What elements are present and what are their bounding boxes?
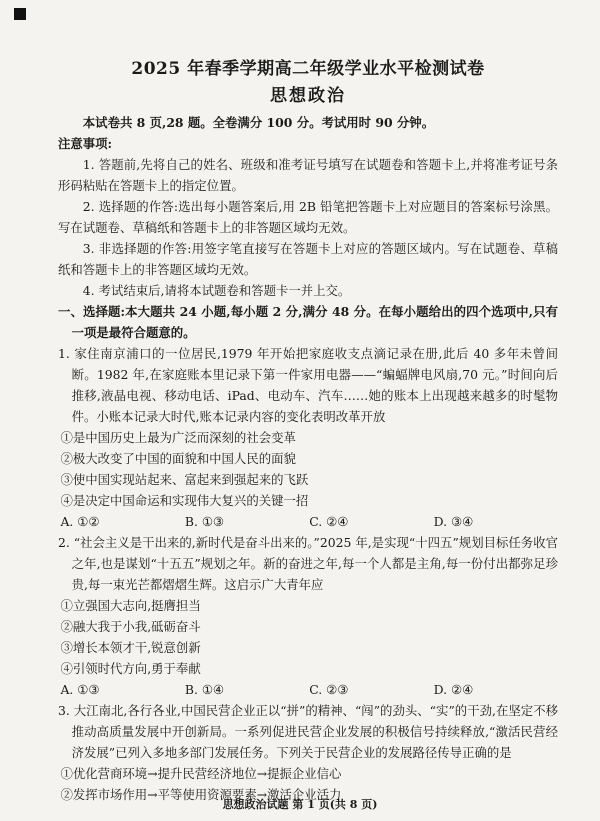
exam-subject: 思想政治 [270, 86, 346, 106]
answer-choices [58, 679, 558, 700]
exam-page [58, 54, 558, 805]
note-item: 3. 非选择题的作答:用签字笔直接写在答题卡上对应的答题区域内。写在试题卷、草稿纸和答题卡上的非答题区域均无效。 [58, 241, 558, 277]
question-stem: 3. 大江南北,各行各业,中国民营企业正以“拼”的精神、“闯”的劲头、“实”的干劲,在坚定不移推动高质量发展中开创新局。一系列促进民营企业发展的积极信号持续释放,“激活民营经济发展”已列入多地多部门发展任务。下列关于民营企业的发展路径传导正确的是 [58, 703, 558, 760]
question-stem: 1. 家住南京浦口的一位居民,1979 年开始把家庭收支点滴记录在册,此后 40 多年未曾间断。1982 年,在家庭账本里记录下第一件家用电器——“蝙蝠牌电风扇,70 元。”时间向后推移,液晶电视、移动电话、iPad、电动车、汽车……她的账本上出现越来越多的时髦物件。小账本记录大时代,账本记录内容的变化表明改革开放 [58, 346, 558, 424]
question-option: ④引领时代方向,勇于奉献 [60, 661, 201, 676]
question-option: ③使中国实现站起来、富起来到强起来的飞跃 [60, 472, 309, 487]
choice-c: C. ②③ [309, 682, 349, 697]
question-option: ①是中国历史上最为广泛而深刻的社会变革 [60, 430, 296, 445]
note-item: 4. 考试结束后,请将本试题卷和答题卡一并上交。 [82, 283, 351, 298]
choice-d: D. ②④ [433, 682, 474, 697]
corner-registration-mark [14, 8, 26, 20]
section-heading: 一、选择题:本大题共 24 小题,每小题 2 分,满分 48 分。在每小题给出的四个选项中,只有一项是最符合题意的。 [58, 304, 558, 340]
question-1 [58, 343, 558, 532]
note-item: 1. 答题前,先将自己的姓名、班级和准考证号填写在试题卷和答题卡上,并将准考证号条形码粘贴在答题卡上的指定位置。 [58, 157, 558, 193]
question-option: ④是决定中国命运和实现伟大复兴的关键一招 [60, 493, 309, 508]
answer-choices [58, 511, 558, 532]
choice-d: D. ③④ [433, 514, 474, 529]
question-stem: 2. “社会主义是干出来的,新时代是奋斗出来的。”2025 年,是实现“十四五”规划目标任务收官之年,也是谋划“十五五”规划之年。新的奋进之年,每一个人都是主角,每一份付出都弥足珍贵,每一束光芒都熠熠生辉。这启示广大青年应 [58, 535, 558, 592]
exam-title: 2025 年春季学期高二年级学业水平检测试卷 [131, 59, 485, 79]
question-3 [58, 700, 558, 805]
question-option: ②融大我于小我,砥砺奋斗 [60, 619, 201, 634]
choice-a: A. ①② [60, 514, 100, 529]
note-item: 2. 选择题的作答:选出每小题答案后,用 2B 铅笔把答题卡上对应题目的答案标号涂黑。写在试题卷、草稿纸和答题卡上的非答题区域均无效。 [58, 199, 558, 235]
exam-info: 本试卷共 8 页,28 题。全卷满分 100 分。考试用时 90 分钟。 [82, 115, 435, 130]
choice-a: A. ①③ [60, 682, 100, 697]
page-footer: 思想政治试题 第 1 页(共 8 页) [222, 798, 378, 811]
question-option: ③增长本领才干,锐意创新 [60, 640, 201, 655]
question-option: ①立强国大志向,挺膺担当 [60, 598, 201, 613]
question-option: ②发挥市场作用→平等使用资源要素→激活企业活力 [60, 787, 342, 802]
question-option: ②极大改变了中国的面貌和中国人民的面貌 [60, 451, 296, 466]
question-2 [58, 532, 558, 700]
question-option: ①优化营商环境→提升民营经济地位→提振企业信心 [60, 766, 342, 781]
notes-heading: 注意事项: [58, 136, 113, 151]
choice-c: C. ②④ [309, 514, 349, 529]
choice-b: B. ①④ [184, 682, 225, 697]
choice-b: B. ①③ [184, 514, 225, 529]
